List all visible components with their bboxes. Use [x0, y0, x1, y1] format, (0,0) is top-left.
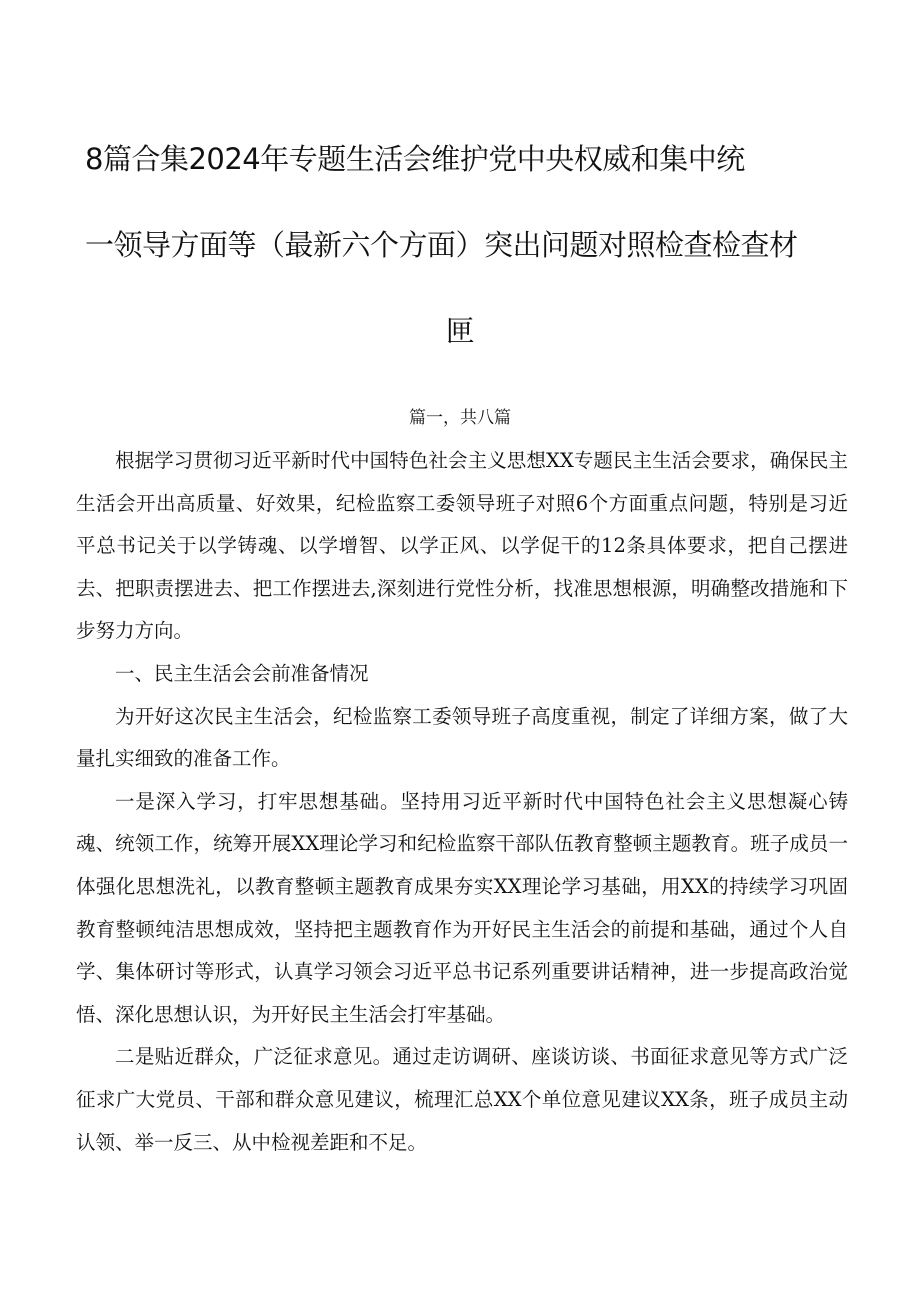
- body-paragraph: 二是贴近群众，广泛征求意见。通过走访调研、座谈访谈、书面征求意见等方式广泛征求广大党员、干部和群众意见建议，梳理汇总XX个单位意见建议XX条，班子成员主动认领、举一反三、从中检视差距和不足。: [76, 1045, 848, 1154]
- body-paragraph: 为开好这次民主生活会，纪检监察工委领导班子高度重视，制定了详细方案，做了大量扎实细致的准备工作。: [76, 704, 848, 771]
- document-title: [70, 116, 850, 374]
- document-subtitle: 篇一，共八篇: [409, 408, 511, 428]
- title-line-2: 一领导方面等（最新六个方面）突出问题对照检查检查材: [85, 228, 798, 262]
- document-body: [76, 440, 848, 1164]
- intro-paragraph: 根据学习贯彻习近平新时代中国特色社会主义思想XX专题民主生活会要求，确保民主生活会开出高质量、好效果，纪检监察工委领导班子对照6个方面重点问题，特别是习近平总书记关于以学铸魂、以学增智、以学正风、以学促干的12条具体要求，把自己摆进去、把职责摆进去、把工作摆进去,深刻进行党性分析，找准思想根源，明确整改措施和下步努力方向。: [76, 449, 848, 643]
- section-heading: 一、民主生活会会前准备情况: [115, 661, 369, 685]
- body-paragraph: 一是深入学习，打牢思想基础。坚持用习近平新时代中国特色社会主义思想凝心铸魂、统领工作，统筹开展XX理论学习和纪检监察干部队伍教育整顿主题教育。班子成员一体强化思想洗礼，以教育整顿主题教育成果夯实XX理论学习基础，用XX的持续学习巩固教育整顿纯洁思想成效，坚持把主题教育作为开好民主生活会的前提和基础，通过个人自学、集体研讨等形式，认真学习领会习近平总书记系列重要讲话精神，进一步提高政治觉悟、深化思想认识，为开好民主生活会打牢基础。: [76, 789, 848, 1026]
- title-line-1: 8篇合集2024年专题生活会维护党中央权威和集中统: [85, 142, 745, 176]
- title-line-3: 匣: [445, 314, 475, 348]
